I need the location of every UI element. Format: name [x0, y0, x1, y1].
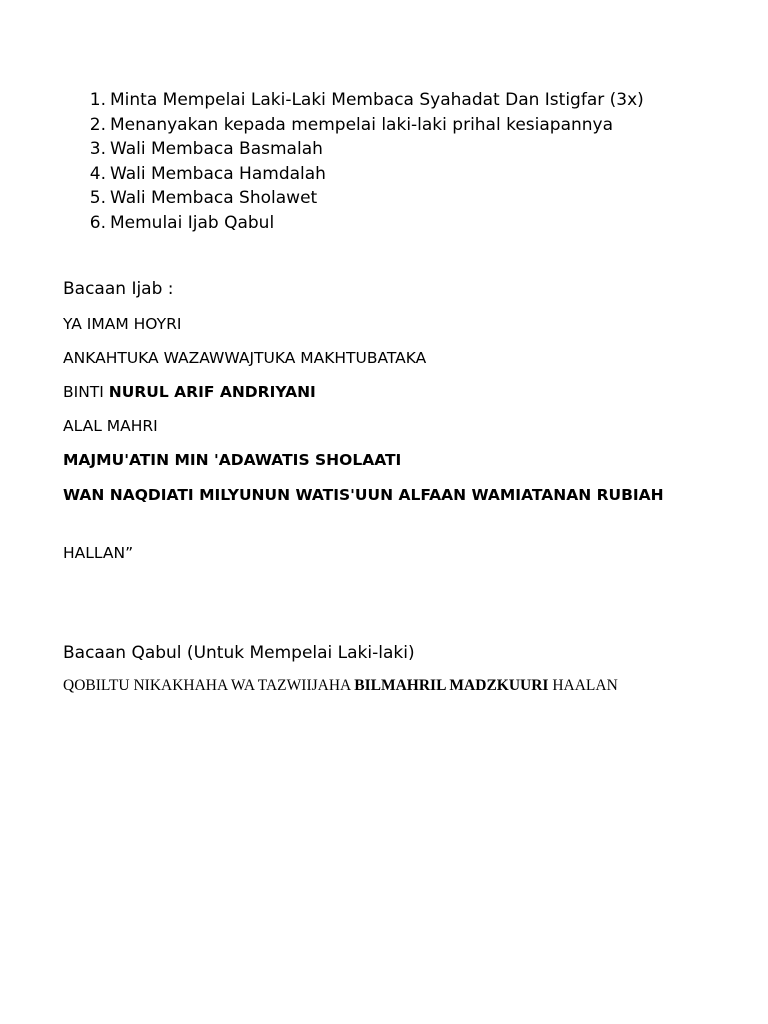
list-item-text: Memulai Ijab Qabul — [110, 212, 275, 233]
ijab-line-3 — [63, 380, 316, 404]
ijab-line-4: ALAL MAHRI — [63, 417, 158, 435]
ijab-line-5: MAJMU'ATIN MIN 'ADAWATIS SHOLAATI — [63, 451, 402, 469]
list-item-text: Minta Mempelai Laki-Laki Membaca Syahadat Dan Istigfar (3x) — [110, 90, 644, 110]
qabul-text-end: HAALAN — [548, 677, 618, 694]
list-item-text: Menanyakan kepada mempelai laki-laki prihal kesiapannya — [110, 114, 614, 135]
steps-list — [62, 88, 742, 235]
ijab-line-2: ANKAHTUKA WAZAWWAJTUKA MAKHTUBATAKA — [63, 349, 427, 367]
list-item-number: 4. — [89, 163, 106, 184]
list-item — [62, 211, 742, 236]
list-item-number: 2. — [89, 114, 106, 135]
list-item-number: 1. — [89, 90, 106, 110]
qabul-heading: Bacaan Qabul (Untuk Mempelai Laki-laki) — [63, 643, 415, 663]
binti-prefix: BINTI — [63, 383, 109, 401]
qabul-text-bold: BILMAHRIL MADZKUURI — [354, 677, 549, 694]
list-item-number: 5. — [89, 188, 106, 208]
ijab-line-6: WAN NAQDIATI MILYUNUN WATIS'UUN ALFAAN WAMIATANAN RUBIAH — [63, 486, 664, 504]
list-item — [62, 186, 742, 211]
ijab-line-7: HALLAN” — [63, 544, 134, 562]
list-item — [62, 88, 742, 113]
ijab-heading: Bacaan Ijab : — [63, 279, 174, 299]
list-item — [62, 137, 742, 162]
list-item-text: Wali Membaca Basmalah — [110, 139, 323, 159]
list-item-number: 6. — [89, 212, 106, 233]
ijab-line-1: YA IMAM HOYRI — [63, 315, 182, 333]
qabul-text — [63, 676, 719, 696]
bride-name: NURUL ARIF ANDRIYANI — [108, 383, 316, 401]
list-item-text: Wali Membaca Hamdalah — [110, 163, 326, 184]
list-item — [62, 162, 742, 187]
list-item-number: 3. — [89, 139, 106, 159]
qabul-text-plain: QOBILTU NIKAKHAHA WA TAZWIIJAHA — [63, 677, 355, 694]
list-item — [62, 113, 742, 138]
list-item-text: Wali Membaca Sholawet — [110, 188, 318, 208]
